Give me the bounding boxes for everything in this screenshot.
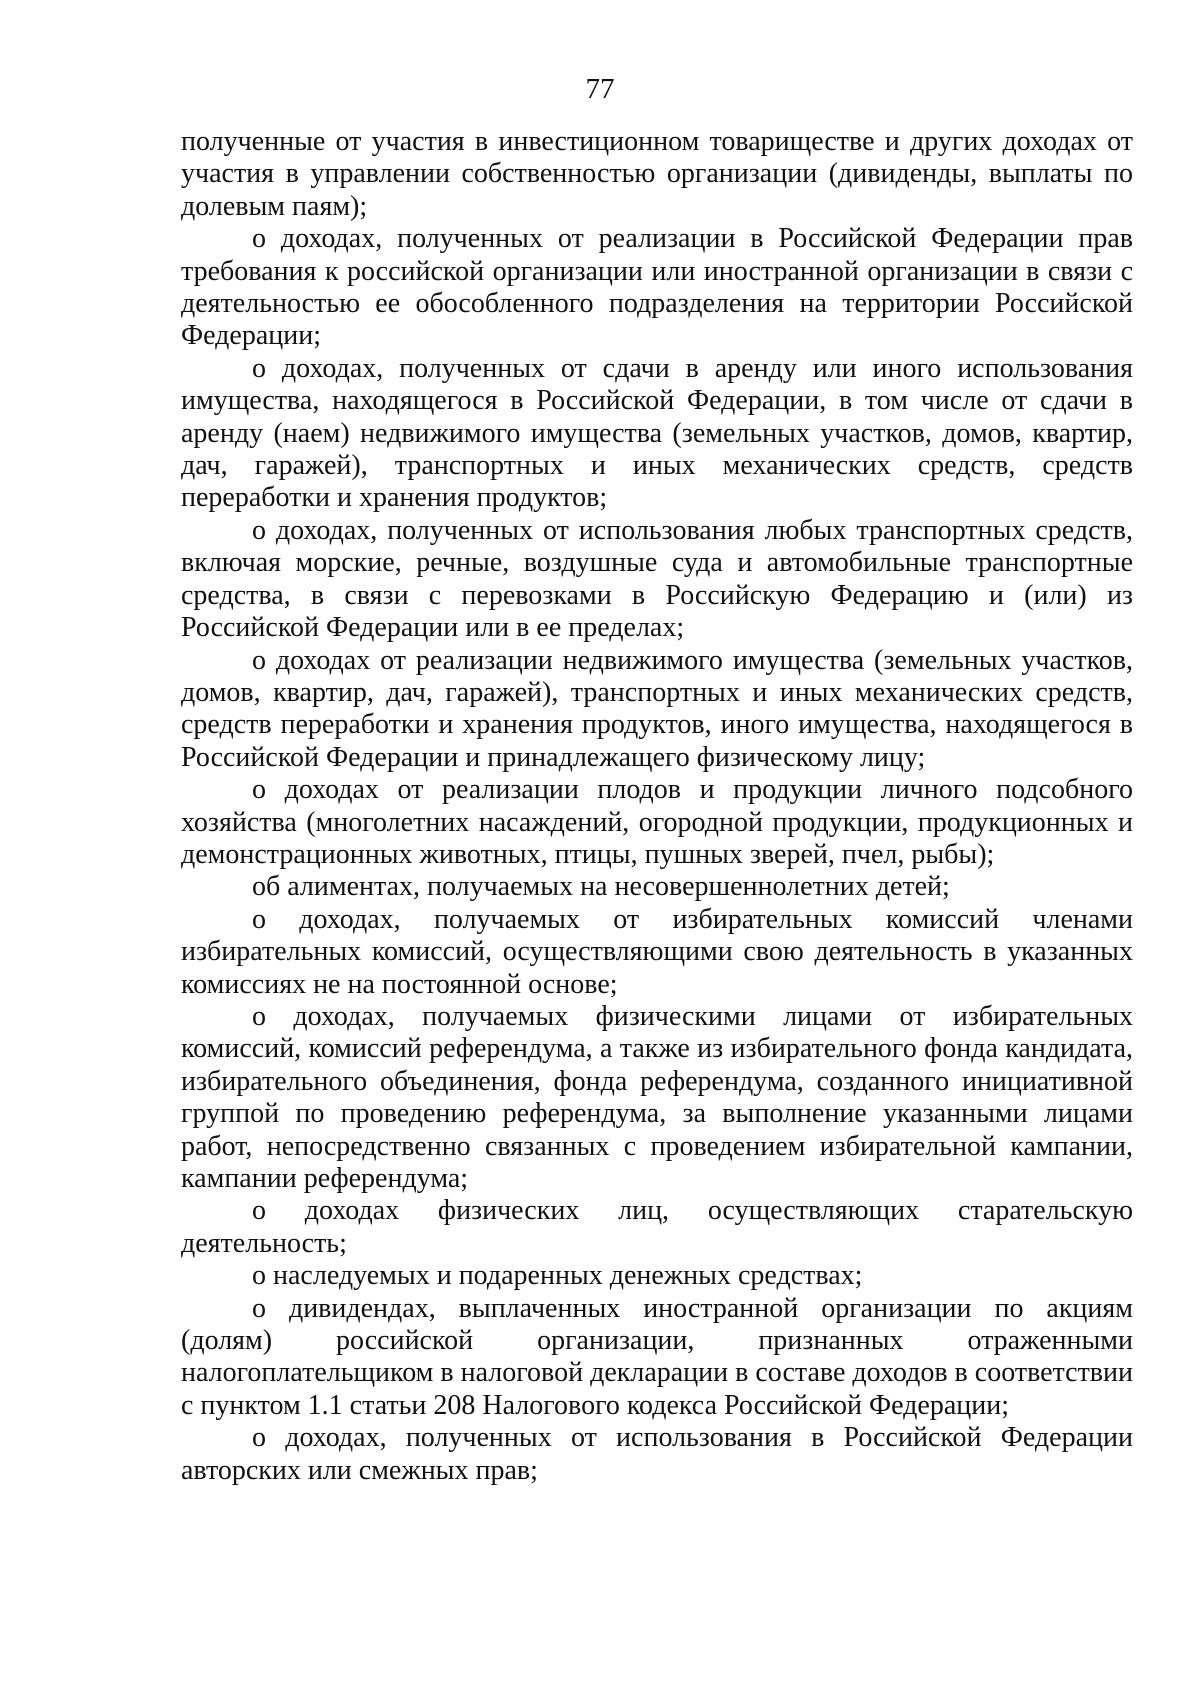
paragraph-rights-of-claim: о доходах, полученных от реализации в Российской Федерации прав требования к российской организации или иностранной организации в связи с деятельностью ее обособленного подразделения на территории Российской Федерации; bbox=[181, 223, 1133, 352]
paragraph-copyright-income: о доходах, полученных от использования в Российской Федерации авторских или смежных прав; bbox=[181, 1422, 1133, 1486]
paragraph-continuation: полученные от участия в инвестиционном товариществе и других доходах от участия в управлении собственностью организации (дивиденды, выплаты по долевым паям); bbox=[181, 126, 1133, 222]
paragraph-alimony: об алиментах, получаемых на несовершеннолетних детей; bbox=[252, 871, 950, 903]
paragraph-foreign-dividends: о дивидендах, выплаченных иностранной организации по акциям (долям) российской организации, признанных отраженными налогоплательщиком в налоговой декларации в составе доходов в соответствии с пунктом 1.1 статьи 208 Налогового кодекса Российской Федерации; bbox=[181, 1292, 1133, 1421]
paragraph-election-commission-payments: о доходах, получаемых физическими лицами от избирательных комиссий, комиссий референдума, а также из избирательного фонда кандидата, избирательного объединения, фонда референдума, созданного инициативной группой по проведению референдума, за выполнение указанными лицами работ, непосредственно связанных с проведением избирательной кампании, кампании референдума; bbox=[181, 1000, 1133, 1194]
paragraph-rental-income: о доходах, полученных от сдачи в аренду или иного использования имущества, находящегося в Российской Федерации, в том числе от сдачи в аренду (наем) недвижимого имущества (земельных участков, домов, квартир, дач, гаражей), транспортных и иных механических средств, средств переработки и хранения продуктов; bbox=[181, 352, 1133, 514]
paragraph-real-estate-sale: о доходах от реализации недвижимого имущества (земельных участков, домов, квартир, дач, гаражей), транспортных и иных механических средств, средств переработки и хранения продуктов, иного имущества, находящегося в Российской Федерации и принадлежащего физическому лицу; bbox=[181, 644, 1133, 773]
paragraph-inherited-funds: о наследуемых и подаренных денежных средствах; bbox=[252, 1260, 863, 1292]
paragraph-transport-income: о доходах, полученных от использования любых транспортных средств, включая морские, речные, воздушные суда и автомобильные транспортные средства, в связи с перевозками в Российскую Федерацию и (или) из Российской Федерации или в ее пределах; bbox=[181, 514, 1133, 644]
page-number: 77 bbox=[585, 73, 615, 105]
paragraph-household-produce: о доходах от реализации плодов и продукции личного подсобного хозяйства (многолетних насаждений, огородной продукции, продукционных и демонстрационных животных, птицы, пушных зверей, пчел, рыбы); bbox=[181, 774, 1133, 870]
paragraph-election-commission-members: о доходах, получаемых от избирательных комиссий членами избирательных комиссий, осуществляющими свою деятельность в указанных комиссиях не на постоянной основе; bbox=[181, 903, 1133, 1000]
paragraph-prospectors: о доходах физических лиц, осуществляющих старательскую деятельность; bbox=[181, 1195, 1133, 1259]
document-body bbox=[181, 126, 1133, 1487]
